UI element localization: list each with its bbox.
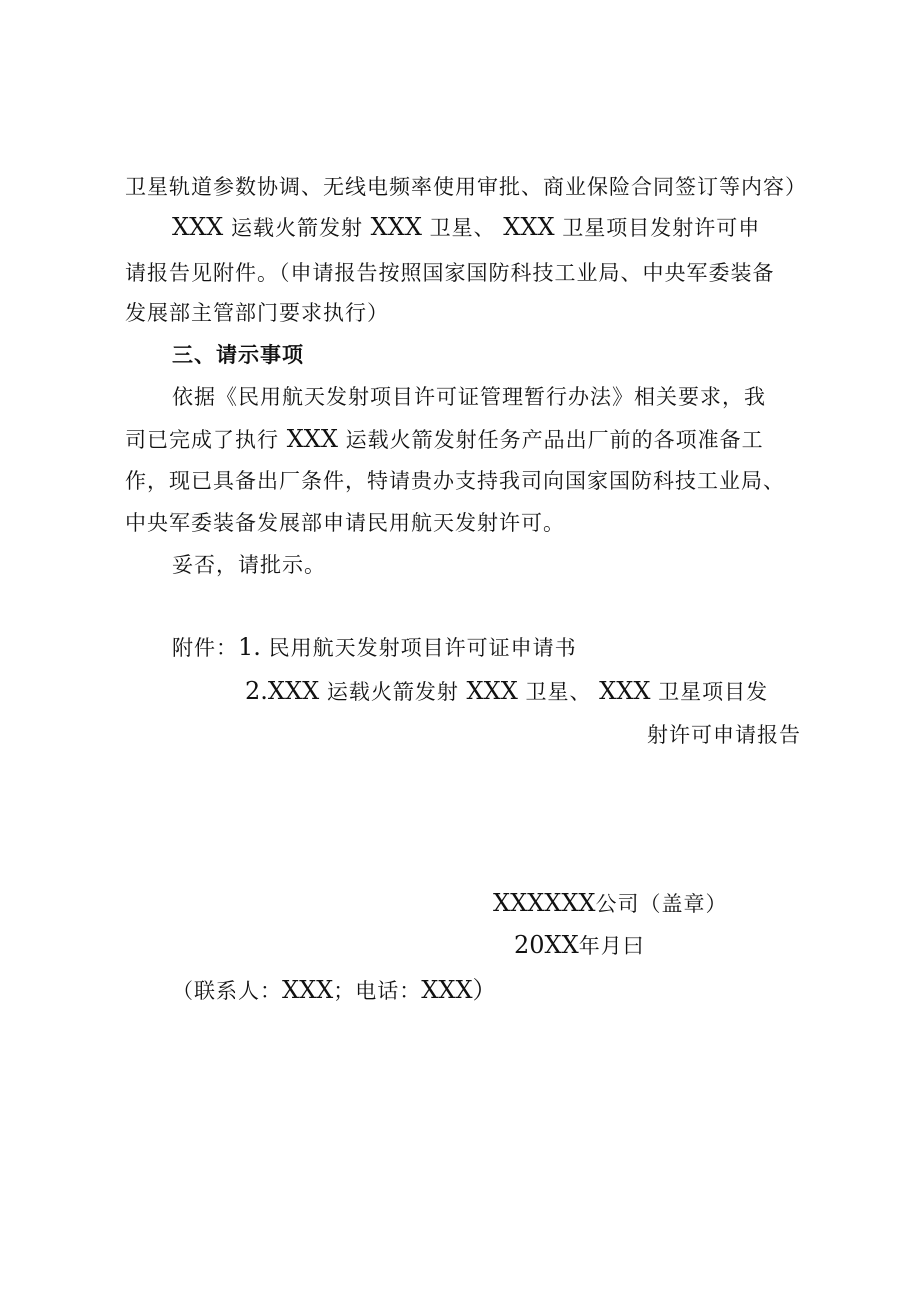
section-text-line1: 依据《民用航天发射项目许可证管理暂行办法》相关要求，我 (172, 385, 766, 409)
attachment-2-text-c: 卫星、 (525, 680, 592, 704)
report-line-3 (125, 298, 389, 328)
report-line-1 (172, 212, 760, 243)
contact-line (172, 975, 497, 1006)
date-suffix: 年月曰 (578, 934, 645, 958)
attachment-item-2 (245, 676, 768, 707)
section-heading (172, 340, 304, 370)
report-text-a: 运载火箭发射 (230, 216, 363, 240)
report-text-line2: 请报告见附件。（申请报告按照国家国防科技工业局、中央军委装备 (125, 261, 775, 285)
section-line-1 (172, 382, 766, 412)
report-text-c: 卫星、 (429, 216, 496, 240)
intro-line (125, 172, 807, 202)
section-text-line4: 中央军委装备发展部申请民用航天发射许可。 (125, 511, 565, 535)
attachment-label: 附件： (172, 636, 238, 660)
closing-line (172, 550, 326, 580)
section-text-line2a: 司已完成了执行 (125, 428, 279, 452)
closing-text: 妥否，请批示。 (172, 553, 326, 577)
attachment-2-text-line2: 射许可申请报告 (647, 723, 801, 747)
attachment-2-code-d: XXX (599, 677, 651, 705)
mission-code: XXX (286, 425, 338, 453)
attachment-2-text-a: 运载火箭发射 (326, 680, 459, 704)
contact-name: XXX (282, 976, 334, 1004)
date-year: 20XX (514, 931, 579, 959)
report-text-e: 卫星项目发射许可申 (562, 216, 761, 240)
attachment-item-1 (172, 632, 577, 663)
section-text-line3: 作，现已具备出厂条件，特请贵办支持我司向国家国防科技工业局、 (125, 469, 785, 493)
report-text-line3: 发展部主管部门要求执行） (125, 301, 389, 325)
company-signature (493, 888, 728, 919)
satellite-code-1: XXX (370, 213, 422, 241)
attachment-2-number: 2.XXX (245, 677, 320, 705)
contact-separator: ；电话： (333, 979, 422, 1003)
contact-open: （联系人： (172, 979, 282, 1003)
signature-date (514, 930, 645, 961)
report-line-2 (125, 258, 775, 288)
company-code: XXXXXX (493, 889, 596, 917)
rocket-code: XXX (172, 213, 224, 241)
attachment-2-code-b: XXX (466, 677, 518, 705)
company-suffix: 公司（盖章） (595, 892, 728, 916)
section-heading-text: 三、请示事项 (172, 343, 304, 367)
attachment-item-2-line-2 (647, 720, 801, 750)
attachment-2-text-e: 卫星项目发 (658, 680, 769, 704)
intro-text: 卫星轨道参数协调、无线电频率使用审批、商业保险合同签订等内容） (125, 175, 807, 199)
attachment-1-number: 1. (238, 633, 261, 661)
section-text-line2c: 运载火箭发射任务产品出厂前的各项准备工 (345, 428, 764, 452)
contact-phone: XXX (421, 976, 473, 1004)
satellite-code-2: XXX (503, 213, 555, 241)
section-line-3 (125, 466, 785, 496)
attachment-1-title: 民用航天发射项目许可证申请书 (268, 636, 577, 660)
contact-close: ） (472, 976, 497, 1004)
section-line-4 (125, 508, 565, 538)
section-line-2 (125, 424, 764, 455)
